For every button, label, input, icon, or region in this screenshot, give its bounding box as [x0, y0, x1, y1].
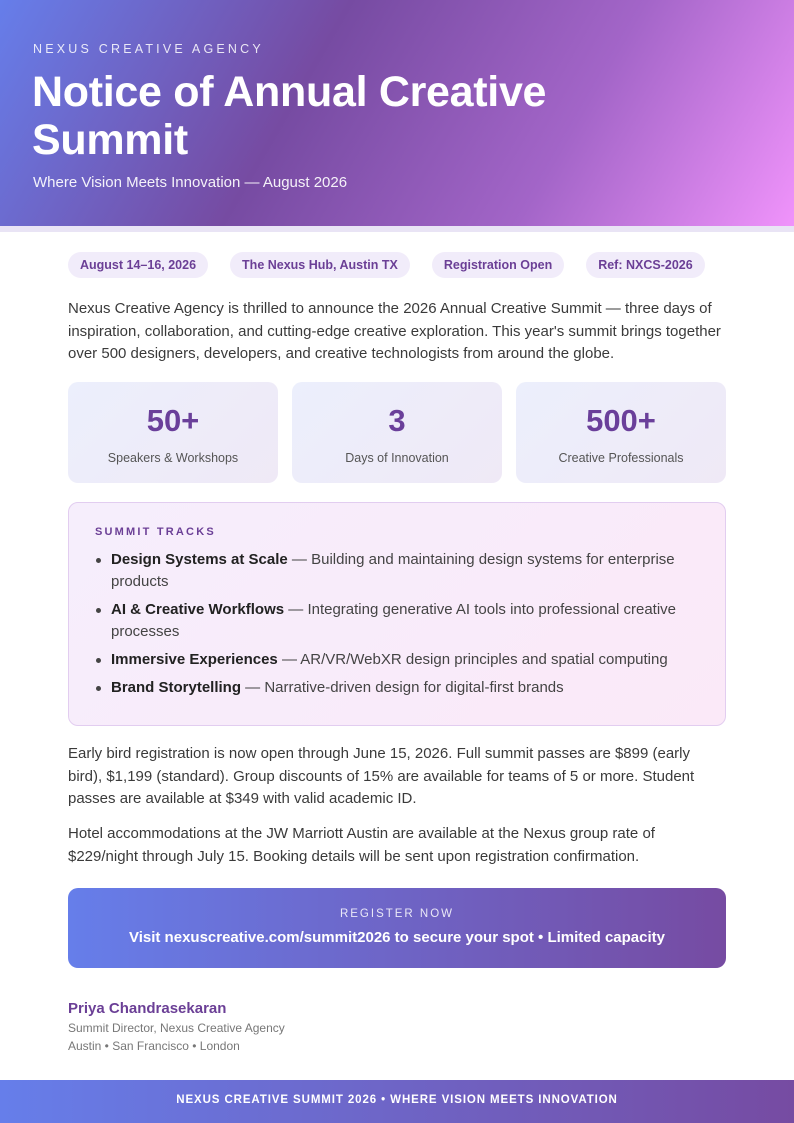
pricing-paragraph: Early bird registration is now open through June 15, 2026. Full summit passes are $899 (early bird), $1,199 (standard). Group discounts of 15% are available for teams of 5 or more. Student passes are available at $349 with valid academic ID. [68, 745, 695, 807]
register-link-text[interactable]: Visit nexuscreative.com/summit2026 to secure your spot • Limited capacity [128, 929, 665, 946]
register-banner[interactable] [68, 888, 726, 968]
date-chip: August 14–16, 2026 [68, 252, 208, 278]
track-item [111, 649, 691, 671]
stat-value: 3 [388, 403, 406, 438]
track-description: — AR/VR/WebXR design principles and spatial computing [277, 651, 668, 668]
stat-card-professionals [516, 382, 726, 483]
office-locations: Austin • San Francisco • London [68, 1039, 240, 1053]
track-name: Immersive Experiences [111, 651, 278, 668]
track-description: — Building and maintaining design systems for enterprise products [111, 551, 675, 590]
tracks-list [111, 549, 691, 705]
hotel-paragraph: Hotel accommodations at the JW Marriott Austin are available at the Nexus group rate of $229/night through July 15. Booking details will be sent upon registration confirmation. [68, 825, 655, 865]
stat-value: 500+ [586, 403, 656, 438]
signatory-role: Summit Director, Nexus Creative Agency [68, 1021, 285, 1035]
footer-bar: NEXUS CREATIVE SUMMIT 2026 • WHERE VISION MEETS INNOVATION [0, 1080, 794, 1123]
track-item [111, 549, 691, 593]
track-name: Brand Storytelling [111, 679, 242, 696]
venue-chip: The Nexus Hub, Austin TX [230, 252, 410, 278]
intro-paragraph: Nexus Creative Agency is thrilled to announce the 2026 Annual Creative Summit — three days of inspiration, collaboration, and cutting-edge creative exploration. This year's summit brings together over 500 designers, developers, and creative technologists from around the globe. [68, 300, 721, 362]
stat-card-speakers [68, 382, 278, 483]
registration-status-chip: Registration Open [432, 252, 564, 278]
header-banner [0, 0, 794, 232]
agency-name: NEXUS CREATIVE AGENCY [33, 42, 264, 56]
track-description: — Narrative-driven design for digital-first brands [241, 679, 564, 696]
track-item [111, 677, 691, 699]
track-item [111, 599, 691, 643]
signatory-name: Priya Chandrasekaran [68, 1000, 227, 1017]
signature-block [68, 1000, 285, 1053]
stat-card-days [292, 382, 502, 483]
reference-chip: Ref: NXCS-2026 [586, 252, 704, 278]
summit-tracks-panel [68, 502, 726, 726]
stats-row [68, 382, 726, 483]
stat-label: Creative Professionals [558, 451, 684, 465]
track-description: — Integrating generative AI tools into professional creative processes [111, 601, 676, 640]
track-name: Design Systems at Scale [111, 551, 288, 568]
register-kicker: REGISTER NOW [339, 908, 455, 920]
track-name: AI & Creative Workflows [111, 601, 285, 618]
page-title: Notice of Annual Creative Summit [32, 68, 547, 164]
event-meta-chips [68, 252, 705, 278]
stat-label: Days of Innovation [345, 451, 449, 465]
stat-value: 50+ [146, 403, 200, 438]
tracks-heading: SUMMIT TRACKS [95, 526, 216, 538]
page-subtitle: Where Vision Meets Innovation — August 2026 [33, 174, 348, 191]
stat-label: Speakers & Workshops [107, 451, 239, 465]
